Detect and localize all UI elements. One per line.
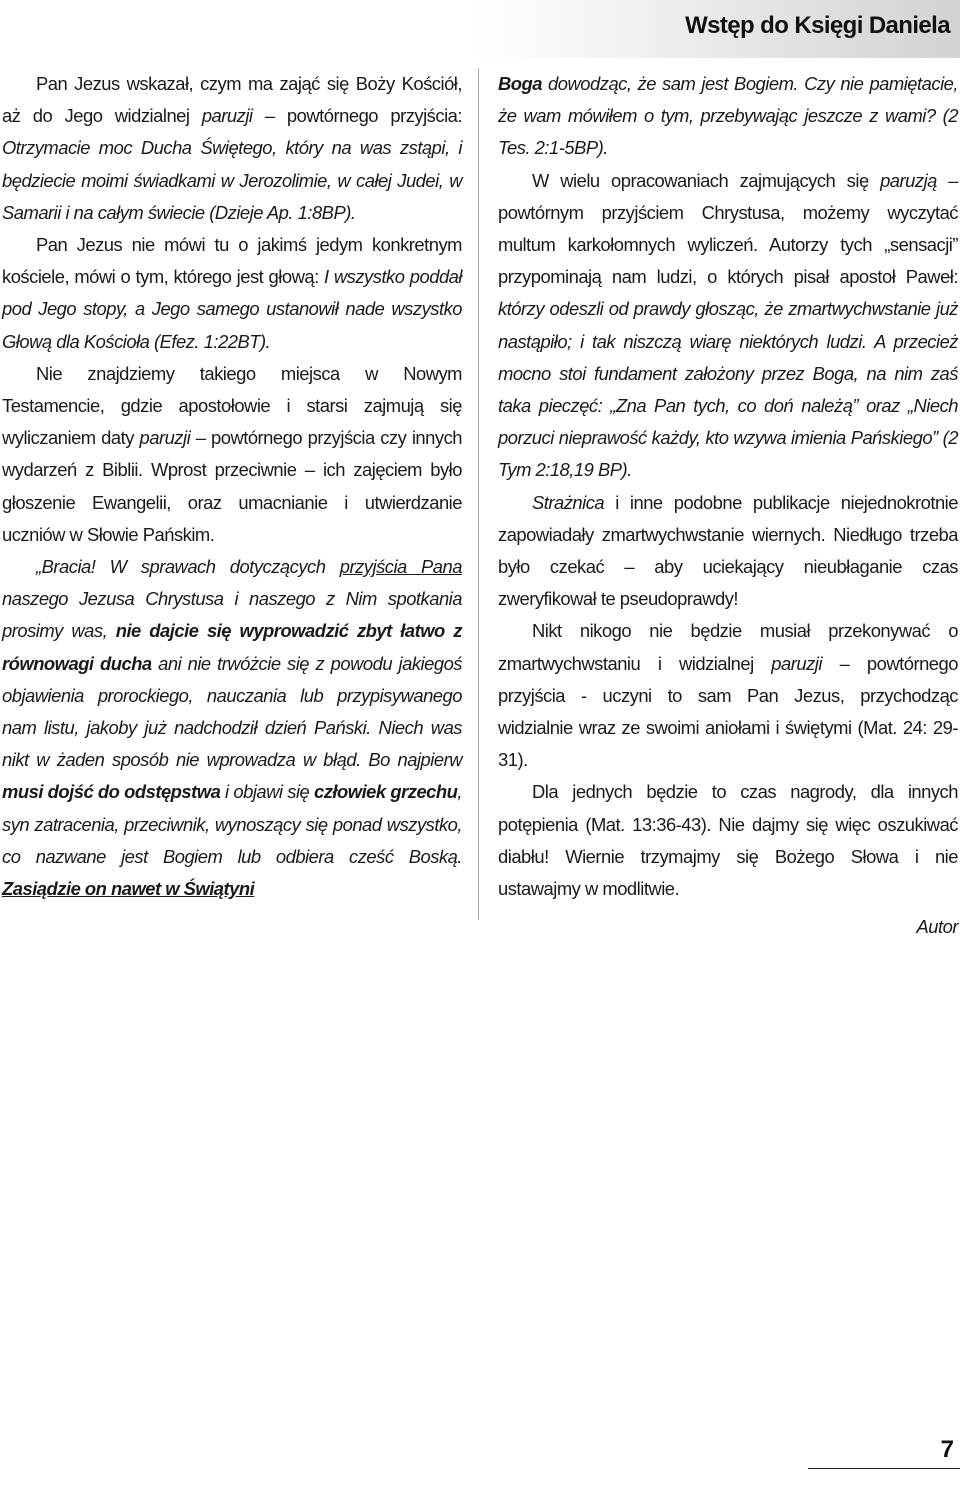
text-run: W wielu opracowaniach zajmujących się [532,169,881,191]
text-run: – powtórnego przyjścia: [252,105,462,127]
author-signature: Autor [916,916,958,938]
text-run: ani nie trwóżcie się z powodu jakiegoś objawienia prorockiego, nauczania lub przypisywanego nam listu, jakoby już nadchodził dzień Pański. Niech was nikt w żaden sposób nie wprowadza w błąd. Bo najpierw [2,652,462,771]
paragraph: Dla jednych będzie to czas nagrody, dla innych potępienia (Mat. 13:36-43). Nie dajmy się więc oszukiwać diabłu! Wiernie trzymajmy się Bożego Słowa i nie ustawajmy w modlitwie. [498,781,958,900]
text-run: – powtórnego przyjścia - uczyni to sam Pan Jezus, przychodząc widzialnie wraz ze swoimi aniołami i świętymi (Mat. 24: 29-31). [498,652,958,771]
paragraph [498,615,958,776]
text-run: Nikt nikogo nie będzie musiał przekonywać o zmartwychwstaniu i widzialnej [498,620,958,674]
text-run: naszego Jezusa Chrystusa i naszego z Nim spotkania prosimy was, [2,588,462,642]
text-run: , syn zatracenia, przeciwnik, wynoszący się ponad wszystko, co nazwane jest Bogiem lub odbiera cześć Boską. [2,781,463,867]
text-run: paruzji [771,652,822,674]
footer-rule [808,1468,960,1469]
bold-text: nie dajcie się wyprowadzić zbyt łatwo z równowagi ducha [2,620,462,674]
text-run: Pan Jezus wskazał, czym ma zająć się Boży Kościół, aż do Jego widzialnej [2,73,462,127]
bold-text: człowiek grzechu [314,781,458,803]
header-bar [474,0,960,58]
quote-text: I wszystko poddał pod Jego stopy, a Jego samego ustanowił nade wszystko Głową dla Kościoła (Efez. 1:22BT). [2,266,462,352]
paragraph [2,68,462,229]
text-run: Nie znajdziemy takiego miejsca w Nowym Testamencie, gdzie apostołowie i starsi zajmują się wyliczaniem daty [2,362,462,449]
text-run: „Bracia! W sprawach dotyczących [36,556,340,578]
text-run: Strażnica [532,491,605,513]
quote-text: którzy odeszli od prawdy głosząc, że zmartwychwstanie już nastąpiło; i tak niszczą wiarę niektórych ludzi. A przecież mocno stoi fundament założony przez Boga, na nim zaś taka pieczęć: „Zna Pan tych, co doń należą” oraz „Niech porzuci nieprawość każdy, kto wzywa imienia Pańskiego” (2 Tym 2:18,19 BP). [498,298,958,481]
paragraph [498,487,958,616]
paragraph [2,358,462,551]
underlined-text: przyjścia Pana [339,556,462,578]
left-column [2,68,462,905]
quote-paragraph [2,551,462,905]
text-run: – powtórnym przyjściem Chrystusa, możemy wyczytać multum karkołomnych wyliczeń. Autorzy tych „sensacji” przypominają nam ludzi, o których pisał apostoł Paweł: [498,169,958,288]
text-run: i objawi się [220,781,314,803]
bold-text: musi dojść do odstępstwa [2,781,221,803]
bold-text: Boga [498,73,542,94]
page-header-title: Wstęp do Księgi Daniela [685,12,950,39]
text-run: – powtórnego przyjścia czy innych wydarzeń z Biblii. Wprost przeciwnie – ich zajęciem było głoszenie Ewangelii, oraz umacnianie i utwierdzanie uczniów w Słowie Pańskim. [2,427,463,545]
paragraph [2,229,462,358]
text-run: paruzji [201,105,253,127]
text-run: i inne podobne publikacje niejednokrotnie zapowiadały zmartwychwstanie wiernych. Niedługo trzeba było czekać – aby uciekający nieubłaganie czas zweryfikował te pseudoprawdy! [498,491,958,610]
column-divider [478,68,479,920]
right-column [498,68,958,943]
text-run: Pan Jezus nie mówi tu o jakimś jedym konkretnym kościele, mówi o tym, którego jest głową: [2,234,462,288]
quote-paragraph [498,68,958,165]
text-run: paruzją [880,169,937,191]
paragraph [498,165,958,487]
text-run: paruzji [139,427,191,449]
text-run: dowodząc, że sam jest Bogiem. Czy nie pamiętacie, że wam mówiłem o tym, przebywając jeszcze z wami? (2 Tes. 2:1-5BP). [498,73,958,159]
quote-text: Otrzymacie moc Ducha Świętego, który na was zstąpi, i będziecie moimi świadkami w Jerozolimie, w całej Judei, w Samarii i na całym świecie (Dzieje Ap. 1:8BP). [2,137,462,223]
bold-underlined-text: Zasiądzie on nawet w Świątyni [2,878,255,900]
page-number: 7 [940,1436,954,1463]
